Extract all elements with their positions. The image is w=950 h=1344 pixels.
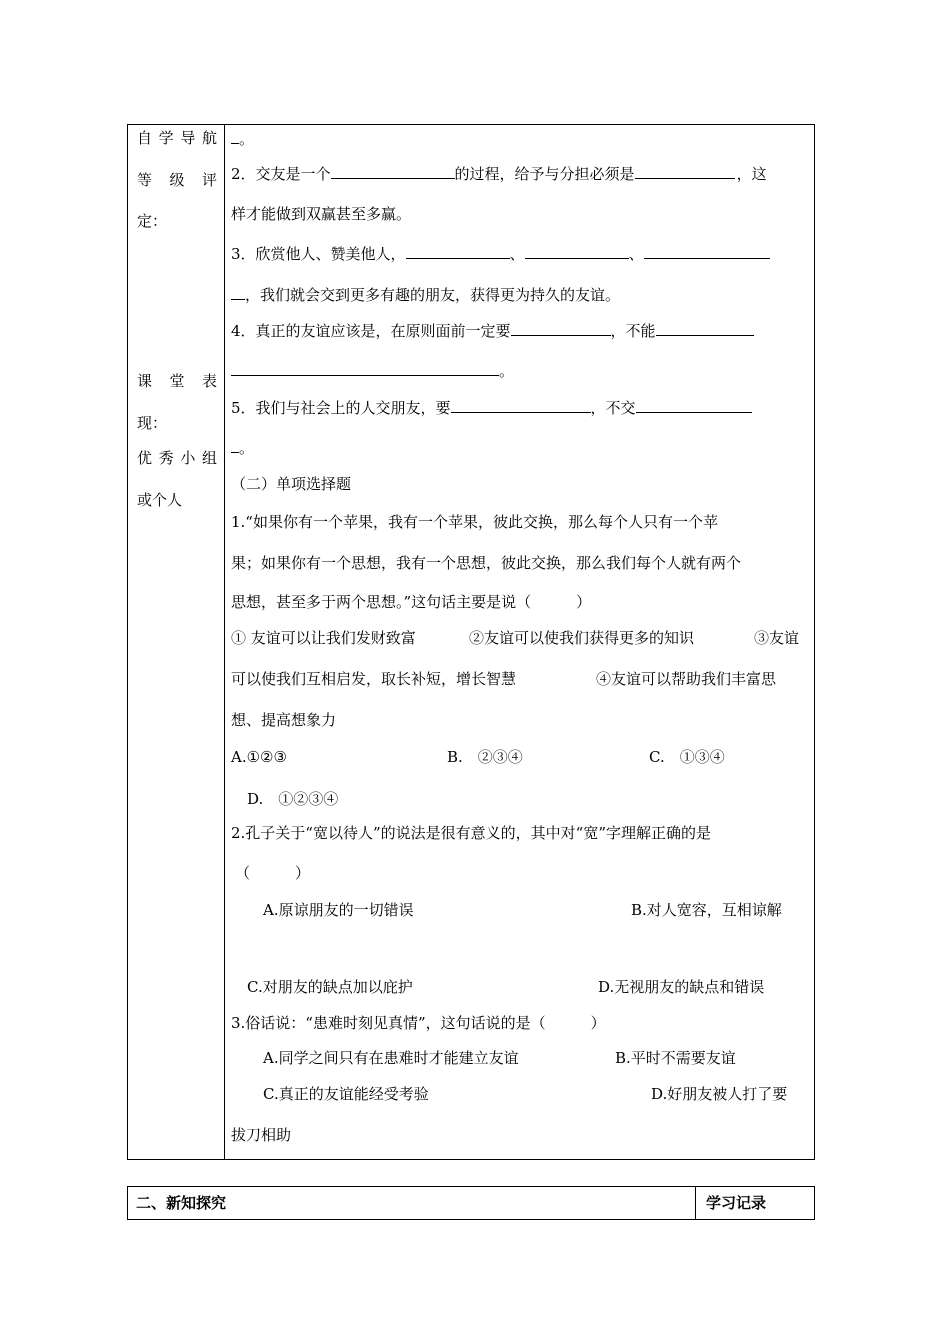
q1-statement-2: ②友谊可以使我们获得更多的知识 (469, 629, 695, 647)
fill-q3-line2 (231, 284, 620, 305)
q1-statement-4-cont: 想、提高想象力 (231, 711, 337, 729)
q2-option-b: B.对人宽容，互相谅解 (631, 901, 782, 919)
q1-statement-3-cont: 可以使我们互相启发，取长补短，增长智慧 (231, 670, 517, 688)
fill-q2-line2: 样才能做到双赢甚至多赢。 (231, 205, 412, 223)
q2-option-a: A.原谅朋友的一切错误 (263, 901, 414, 919)
q1-statement-3: ③友谊 (754, 629, 800, 647)
text: 、 (628, 245, 644, 263)
fill-q5-line2 (231, 437, 254, 458)
q1-statement-4: ④友谊可以帮助我们丰富思 (596, 670, 777, 688)
label-self-study: 自学导航 (137, 129, 217, 147)
label-or-individual: 或个人 (137, 491, 183, 509)
q1-option-a: A.①②③ (231, 748, 287, 766)
new-knowledge-table (127, 1186, 815, 1220)
q1-statement-1: ① 友谊可以让我们发财致富 (231, 629, 416, 647)
q2-line2: （ ） (235, 864, 311, 882)
blank (231, 284, 245, 300)
section-single-choice: （二）单项选择题 (231, 475, 352, 493)
label-grade: 等级评 (137, 171, 217, 189)
text: 2．交友是一个 (231, 165, 331, 183)
column-divider (224, 125, 225, 1159)
label-excellent-group: 优秀小组 (137, 449, 217, 467)
text: 、 (509, 245, 525, 263)
blank (231, 437, 239, 453)
column-divider (695, 1187, 696, 1219)
text: ，这 (736, 165, 767, 183)
text: ，不交 (590, 399, 636, 417)
text: 3．欣赏他人、赞美他人， (231, 245, 406, 263)
blank (331, 163, 455, 179)
q3-option-b: B.平时不需要友谊 (615, 1049, 736, 1067)
text: 。 (239, 439, 255, 457)
q1-option-b: B. ②③④ (447, 748, 523, 766)
fill-q4-line1 (231, 320, 754, 341)
q1-line2: 果；如果你有一个思想，我有一个思想，彼此交换，那么我们每个人就有两个 (231, 554, 742, 572)
text: ，不能 (610, 322, 656, 340)
q1-line3: 思想，甚至多于两个思想。”这句话主要是说（ ） (231, 593, 592, 611)
blank (525, 243, 629, 259)
q3-option-d-cont: 拔刀相助 (231, 1126, 292, 1144)
worksheet-table (127, 124, 815, 1160)
q3-option-d: D.好朋友被人打了要 (651, 1085, 788, 1103)
q1-option-d: D. ①②③④ (247, 790, 339, 808)
blank (511, 320, 611, 336)
fill-q3-line1 (231, 243, 770, 264)
section-study-notes: 学习记录 (706, 1194, 767, 1212)
q1-line1: 1.“如果你有一个苹果，我有一个苹果，彼此交换，那么每个人只有一个苹 (231, 513, 718, 531)
q2-option-d: D.无视朋友的缺点和错误 (598, 978, 765, 996)
fill-q5-line1 (231, 397, 752, 418)
text: ，我们就会交到更多有趣的朋友，获得更为持久的友谊。 (245, 286, 621, 304)
label-class-performance-tail: 现： (137, 414, 168, 432)
blank (406, 243, 510, 259)
fill-q2-line1 (231, 163, 767, 184)
q2-line1: 2.孔子关于“宽以待人”的说法是很有意义的，其中对“宽”字理解正确的是 (231, 824, 711, 842)
q3-option-a: A.同学之间只有在患难时才能建立友谊 (263, 1049, 519, 1067)
text: 的过程，给予与分担必须是 (454, 165, 635, 183)
blank (231, 128, 239, 144)
q2-option-c: C.对朋友的缺点加以庇护 (247, 978, 413, 996)
fill-q0-line (231, 128, 254, 149)
section-new-knowledge: 二、新知探究 (136, 1194, 227, 1212)
q3-option-c: C.真正的友谊能经受考验 (263, 1085, 429, 1103)
blank (644, 243, 770, 259)
text: 。 (499, 362, 515, 380)
q1-option-c: C. ①③④ (649, 748, 725, 766)
blank (231, 360, 499, 376)
label-grade-tail: 定： (137, 212, 168, 230)
text: 4．真正的友谊应该是，在原则面前一定要 (231, 322, 511, 340)
q3-line1: 3.俗话说：“患难时刻见真情”，这句话说的是（ ） (231, 1014, 606, 1032)
fill-q4-line2 (231, 360, 514, 381)
label-class-performance: 课堂表 (137, 372, 217, 390)
blank (636, 397, 752, 413)
text: 5．我们与社会上的人交朋友，要 (231, 399, 451, 417)
blank (451, 397, 591, 413)
blank (635, 163, 735, 179)
text: 。 (239, 130, 255, 148)
blank (656, 320, 754, 336)
